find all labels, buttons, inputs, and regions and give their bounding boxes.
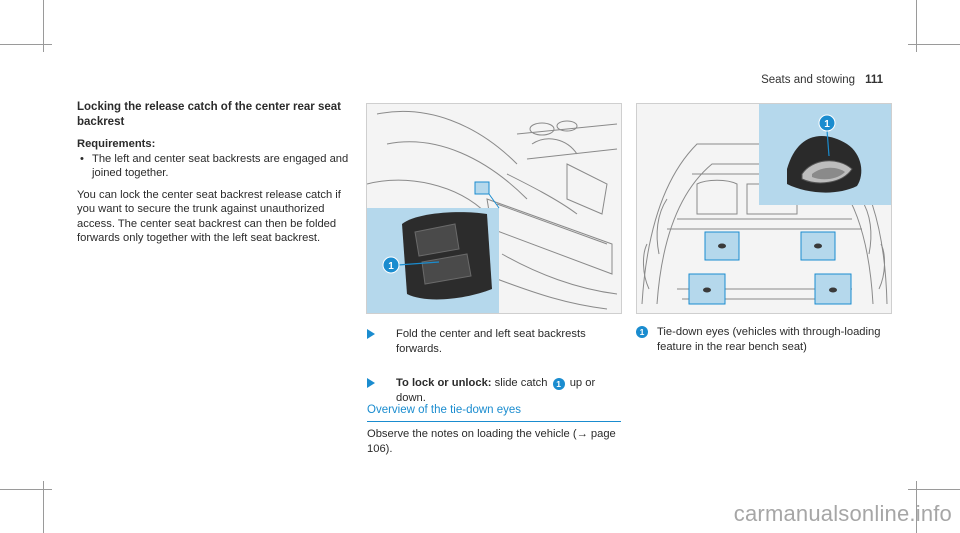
crop-mark: [916, 0, 917, 52]
crop-mark: [43, 481, 44, 533]
requirement-item: • The left and center seat backrests are engaged and joined together.: [92, 152, 349, 181]
step-arrow-icon: [367, 378, 375, 388]
left-column: [77, 100, 349, 246]
step-text: up or down.: [396, 377, 596, 404]
callout-badge: 1: [553, 378, 565, 390]
page-number: 111: [865, 74, 883, 86]
legend-item: [636, 325, 894, 354]
requirements-title: Requirements:: [77, 138, 156, 150]
trunk-drawing: [637, 104, 891, 313]
section-body: Observe the notes on loading the vehicle (→ page 106).: [367, 428, 616, 455]
step-label: To lock or unlock:: [396, 377, 492, 389]
crop-mark: [43, 0, 44, 52]
subsection-heading: Locking the release catch of the center rear seat backrest: [77, 101, 341, 128]
callout-badge: 1: [636, 326, 648, 338]
section-name: Seats and stowing: [761, 74, 856, 86]
description-paragraph: You can lock the center seat backrest release catch if you want to secure the trunk against unauthorized access. The center seat backrest can then be folded forwards only together with the left seat backrest.: [77, 188, 341, 244]
step-arrow-icon: [367, 329, 375, 339]
watermark: carmanualsonline.info: [733, 501, 952, 526]
seat-catch-drawing: [367, 104, 621, 313]
running-header: [761, 74, 883, 86]
callout-1-label: 1: [388, 261, 394, 272]
step-text: slide catch: [491, 377, 551, 389]
step-lock-unlock: [367, 376, 617, 405]
seat-catch-illustration: [366, 103, 622, 314]
crop-mark: [0, 44, 52, 45]
step-text: Fold the center and left seat backrests forwards.: [396, 328, 586, 355]
requirements-list: [77, 152, 349, 181]
crop-mark: [0, 489, 52, 490]
callout-1-label: 1: [824, 119, 830, 130]
trunk-tie-down-illustration: [636, 103, 892, 314]
step-fold-backrests: [367, 327, 617, 356]
section-title: Overview of the tie-down eyes: [367, 404, 621, 422]
legend-text: Tie-down eyes (vehicles with through-loading feature in the rear bench seat): [657, 326, 881, 353]
figure-legend: [636, 325, 894, 354]
